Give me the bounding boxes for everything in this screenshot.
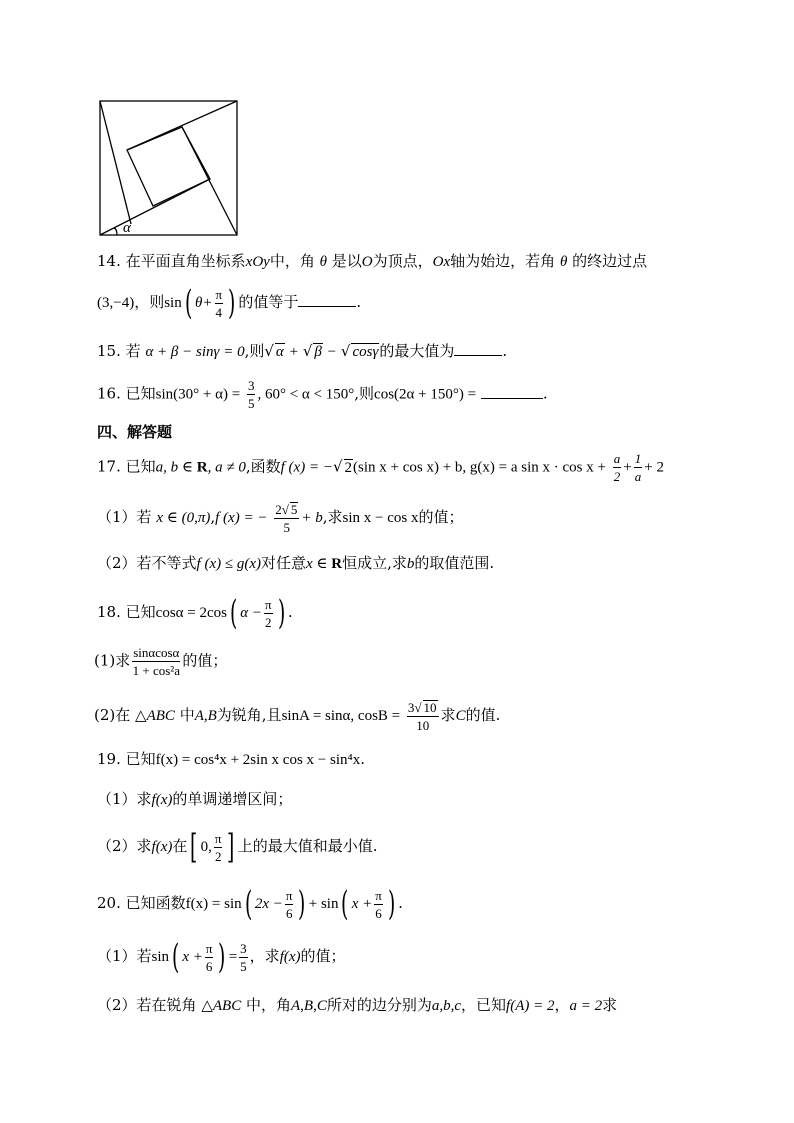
q14-point: (3,−4): [97, 295, 135, 311]
q20-p1-value: $\frac{3}{5}$: [240, 940, 247, 974]
q17-frac-a2: $\frac{a}{2}$: [613, 451, 621, 484]
q18-p1-fraction: $\frac{\sin\alpha\cos\alpha}{\text{1 + cos²a}}$: [132, 645, 180, 678]
q18-p1-label: (1)求: [94, 651, 131, 670]
angle-arc: [114, 228, 117, 235]
q19-equation: f(x) = cos⁴x + 2sin x cos x − sin⁴x: [155, 752, 361, 768]
q16-text: ,则: [354, 384, 375, 403]
q20-fraction-2: $\frac{\pi}{6}$: [375, 887, 382, 921]
q15-sqrt-beta: β: [314, 344, 322, 360]
q20-line: 20. 已知函数f(x) = sin( 2x − $\frac{\pi}{6}$ ) + sin( x + $\frac{\pi}{6}$ ) .: [97, 884, 403, 924]
q17-vars: a, b ∈: [155, 459, 197, 476]
q16-expression: cos(2α + 150°) =: [374, 386, 477, 403]
q14-line2: (3,−4)，则sin( θ+ $\frac{\pi}{4}$ ) 的值等于 .: [97, 283, 362, 323]
q14-text: ，则: [134, 293, 165, 311]
q16-fraction: $\frac{3}{5}$: [247, 378, 255, 411]
q20-part2: （2）若在锐角 △ABC 中，角A,B,C所对的边分别为a,b,c，已知f(A) = 2，a = 2求: [97, 996, 618, 1014]
q14-theta: θ: [559, 254, 568, 270]
q17-g: , g(x) = a sin x · cos x +: [462, 459, 606, 476]
q15-number: 15.: [97, 342, 121, 360]
q20-equation: f(x) = sin: [185, 896, 242, 912]
q19-number: 19.: [97, 750, 121, 768]
q18-equation: cosα = 2cos: [155, 605, 227, 621]
q16-text: 已知: [125, 384, 156, 403]
q14-coord-system: xOy: [245, 254, 270, 270]
inner-square: [127, 127, 210, 206]
q20-p2-label: （2）若在锐角: [97, 996, 197, 1014]
q14-number: 14.: [97, 252, 121, 270]
q19-part2: （2）求f(x)在[ 0, $\frac{\pi}{2}$ ] 上的最大值和最小值.: [97, 827, 378, 867]
q14-text: 中，角: [269, 252, 315, 270]
q17-text: ,函数: [245, 457, 281, 476]
q20-number: 20.: [97, 894, 121, 912]
q18-p2-triangle: △ABC: [135, 708, 175, 724]
q17-p1-fraction: $\frac{2√ 5}{5}$: [275, 502, 298, 535]
q17-p2-inequality: f (x) ≤ g(x): [196, 556, 261, 572]
q16-answer-blank[interactable]: [481, 398, 543, 399]
q17-number: 17.: [97, 457, 121, 476]
q18-part1: (1)求 $\frac{\sin\alpha\cos\alpha}{\text{1 + cos²a}}$ 的值；: [94, 645, 228, 678]
q14-axis: Ox: [432, 254, 451, 270]
q16-lhs: sin(30° + α) =: [155, 386, 241, 403]
q18-text: 已知: [125, 603, 156, 621]
q14-text: 在平面直角坐标系: [125, 252, 246, 270]
q17-line: 17. 已知a, b ∈ R, a ≠ 0,函数f (x) = −√ 2(sin x + cos x) + b, g(x) = a sin x · cos x + $\frac{a}{2}$ + $\frac{1}{a}$ + 2: [97, 451, 664, 484]
q17-frac-1a: $\frac{1}{a}$: [634, 451, 642, 484]
q16-line: 16. 已知sin(30° + α) = $\frac{3}{5}$ , 60° < α < 150°,则cos(2α + 150°) = .: [97, 378, 548, 411]
q15-text: ,则: [244, 342, 265, 360]
q19-line: 19. 已知f(x) = cos⁴x + 2sin x cos x − sin⁴x.: [97, 750, 366, 768]
q14-text: 轴为始边，若角: [450, 252, 556, 270]
q15-sqrt-cos: cosγ: [352, 344, 379, 360]
q17-p2-label: （2）若不等式: [97, 554, 197, 572]
q18-p2-equation: sinA = sinα: [281, 708, 351, 724]
q17-part2: （2）若不等式f (x) ≤ g(x)对任意x ∈ R恒成立,求b的取值范围.: [97, 554, 495, 572]
angle-alpha-label: α: [123, 220, 131, 236]
q14-text: 是以: [331, 252, 362, 270]
q20-p2-condition: f(A) = 2: [506, 998, 555, 1014]
diagonal-line-1: [100, 101, 131, 224]
q20-p1-label: （1）若: [97, 947, 152, 965]
q18-line: 18. 已知cosα = 2cos( α − $\frac{\pi}{2}$ ) .: [97, 593, 293, 633]
q14-text: 的终边过点: [572, 252, 648, 270]
q15-text: 的最大值为: [379, 342, 455, 360]
q18-p2-fraction: $\frac{3√ 10}{10}$: [407, 700, 437, 733]
q17-text: 已知: [125, 457, 156, 476]
q18-part2: (2)在 △ABC 中A,B为锐角,且sinA = sinα, cosB = $\frac{3√ 10}{10}$ 求C的值.: [94, 700, 501, 733]
section-heading: 四、解答题: [97, 423, 173, 441]
q17-p1-expression: sin x − cos x: [342, 510, 419, 526]
q20-fraction-1: $\frac{\pi}{6}$: [285, 887, 293, 921]
q17-p1-label: （1）若: [97, 508, 152, 526]
q15-condition: α + β − sinγ = 0: [145, 344, 245, 360]
q20-text: 已知函数: [125, 894, 186, 912]
q14-answer-blank[interactable]: [298, 306, 356, 307]
q17-part1: （1）若 x ∈ (0,π),f (x) = − $\frac{2√ 5}{5}$ + b,求sin x − cos x的值；: [97, 502, 464, 535]
q20-part1: （1）若sin( x + $\frac{\pi}{6}$ ) = $\frac{3}{5}$ ，求f(x)的值；: [97, 937, 346, 977]
q18-fraction: $\frac{\pi}{2}$: [264, 596, 272, 630]
outer-square: [100, 101, 237, 235]
q14-fraction: $\frac{\pi}{4}$: [215, 286, 223, 320]
q19-p1-label: （1）求: [97, 790, 152, 808]
q14-text: 的值等于: [238, 293, 299, 311]
q15-sqrt-alpha: α: [275, 344, 284, 360]
q19-p2-fraction: $\frac{\pi}{2}$: [214, 830, 222, 864]
q17-f: f (x) = −: [280, 459, 333, 476]
q14-origin: O: [361, 254, 373, 270]
q15-line: 15. 若 α + β − sinγ = 0,则√ α + √ β − √ cosγ的最大值为 .: [97, 342, 508, 360]
q17-p1-domain: x ∈ (0,π): [156, 510, 211, 526]
q20-p1-fraction: $\frac{\pi}{6}$: [205, 940, 213, 974]
q14-line1: [97, 250, 647, 271]
q15-text: 若: [125, 342, 141, 360]
q14-sin: sin: [164, 295, 182, 311]
q16-number: 16.: [97, 384, 121, 403]
q14-theta: θ: [319, 254, 327, 270]
q19-part1: （1）求f(x)的单调递增区间；: [97, 790, 293, 808]
q14-arg: θ+: [195, 295, 213, 311]
q19-text: 已知: [125, 750, 156, 768]
q18-p2-label: (2)在: [94, 706, 131, 724]
q16-condition: , 60° < α < 150°: [257, 386, 355, 403]
q15-answer-blank[interactable]: [454, 355, 502, 356]
q20-p2-triangle: △ABC: [201, 998, 242, 1014]
q14-text: 为顶点，: [372, 252, 433, 270]
q19-p2-label: （2）求: [97, 837, 152, 855]
q18-number: 18.: [97, 603, 121, 621]
